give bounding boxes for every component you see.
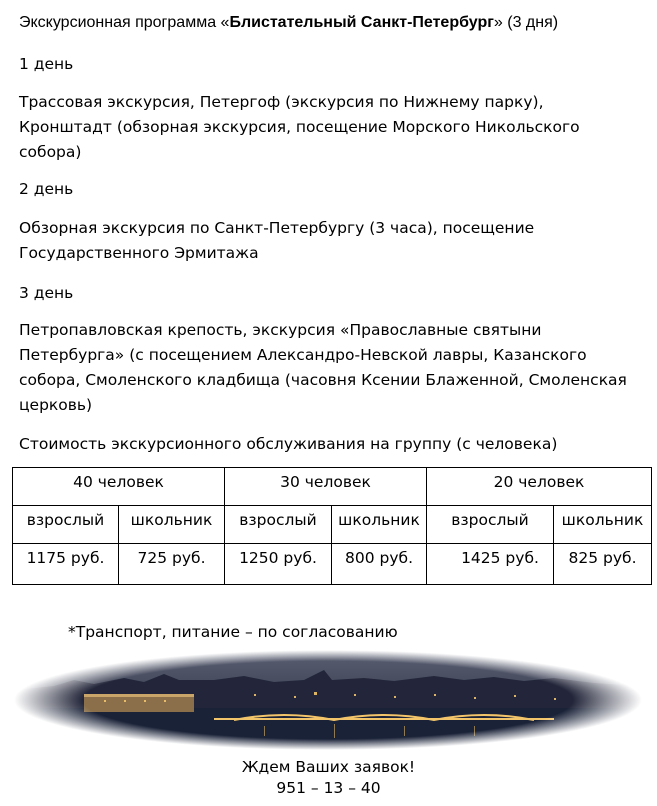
table-row-categories — [13, 506, 652, 544]
group-40-student-label: школьник — [119, 506, 225, 544]
river-water — [14, 708, 642, 750]
group-40-header: 40 человек — [13, 468, 225, 506]
group-20-student-label: школьник — [554, 506, 652, 544]
call-to-action: Ждем Ваших заявок! — [241, 758, 416, 776]
group-40-adult-label: взрослый — [13, 506, 119, 544]
group-20-header: 20 человек — [427, 468, 652, 506]
day-2-label: 2 день — [19, 180, 74, 198]
table-row-prices — [13, 544, 652, 585]
title-prefix: Экскурсионная программа « — [19, 14, 230, 31]
price-table — [12, 467, 652, 585]
group-40-student-price: 725 руб. — [119, 544, 225, 585]
transport-note: *Транспорт, питание – по согласованию — [68, 623, 398, 641]
group-30-header: 30 человек — [225, 468, 427, 506]
day-3-label: 3 день — [19, 284, 74, 302]
group-20-adult-label: взрослый — [427, 506, 554, 544]
program-title — [19, 14, 653, 32]
group-30-student-price: 800 руб. — [332, 544, 427, 585]
day-1-label: 1 день — [19, 55, 74, 73]
group-30-student-label: школьник — [332, 506, 427, 544]
group-20-student-price: 825 руб. — [554, 544, 652, 585]
group-30-adult-label: взрослый — [225, 506, 332, 544]
phone-number: 951 – 13 – 40 — [276, 779, 381, 797]
night-city-photo — [14, 650, 642, 750]
group-30-adult-price: 1250 руб. — [225, 544, 332, 585]
day-1-description: Трассовая экскурсия, Петергоф (экскурсия по Нижнему парку), Кронштадт (обзорная экскурсия, посещение Морского Никольского собора) — [19, 93, 580, 161]
day-3-description: Петропавловская крепость, экскурсия «Православные святыни Петербурга» (с посещением Александро-Невской лавры, Казанского собора, Смоленского кладбища (часовня Ксении Блаженной, Смоленская церковь) — [19, 321, 627, 414]
table-row-groups — [13, 468, 652, 506]
group-20-adult-price: 1425 руб. — [427, 544, 554, 585]
title-bold: Блистательный Санкт-Петербург — [229, 14, 494, 31]
group-40-adult-price: 1175 руб. — [13, 544, 119, 585]
day-2-description: Обзорная экскурсия по Санкт-Петербургу (3 часа), посещение Государственного Эрмитажа — [19, 219, 535, 262]
pricing-heading: Стоимость экскурсионного обслуживания на группу (с человека) — [19, 435, 558, 453]
title-suffix: » (3 дня) — [493, 14, 559, 31]
